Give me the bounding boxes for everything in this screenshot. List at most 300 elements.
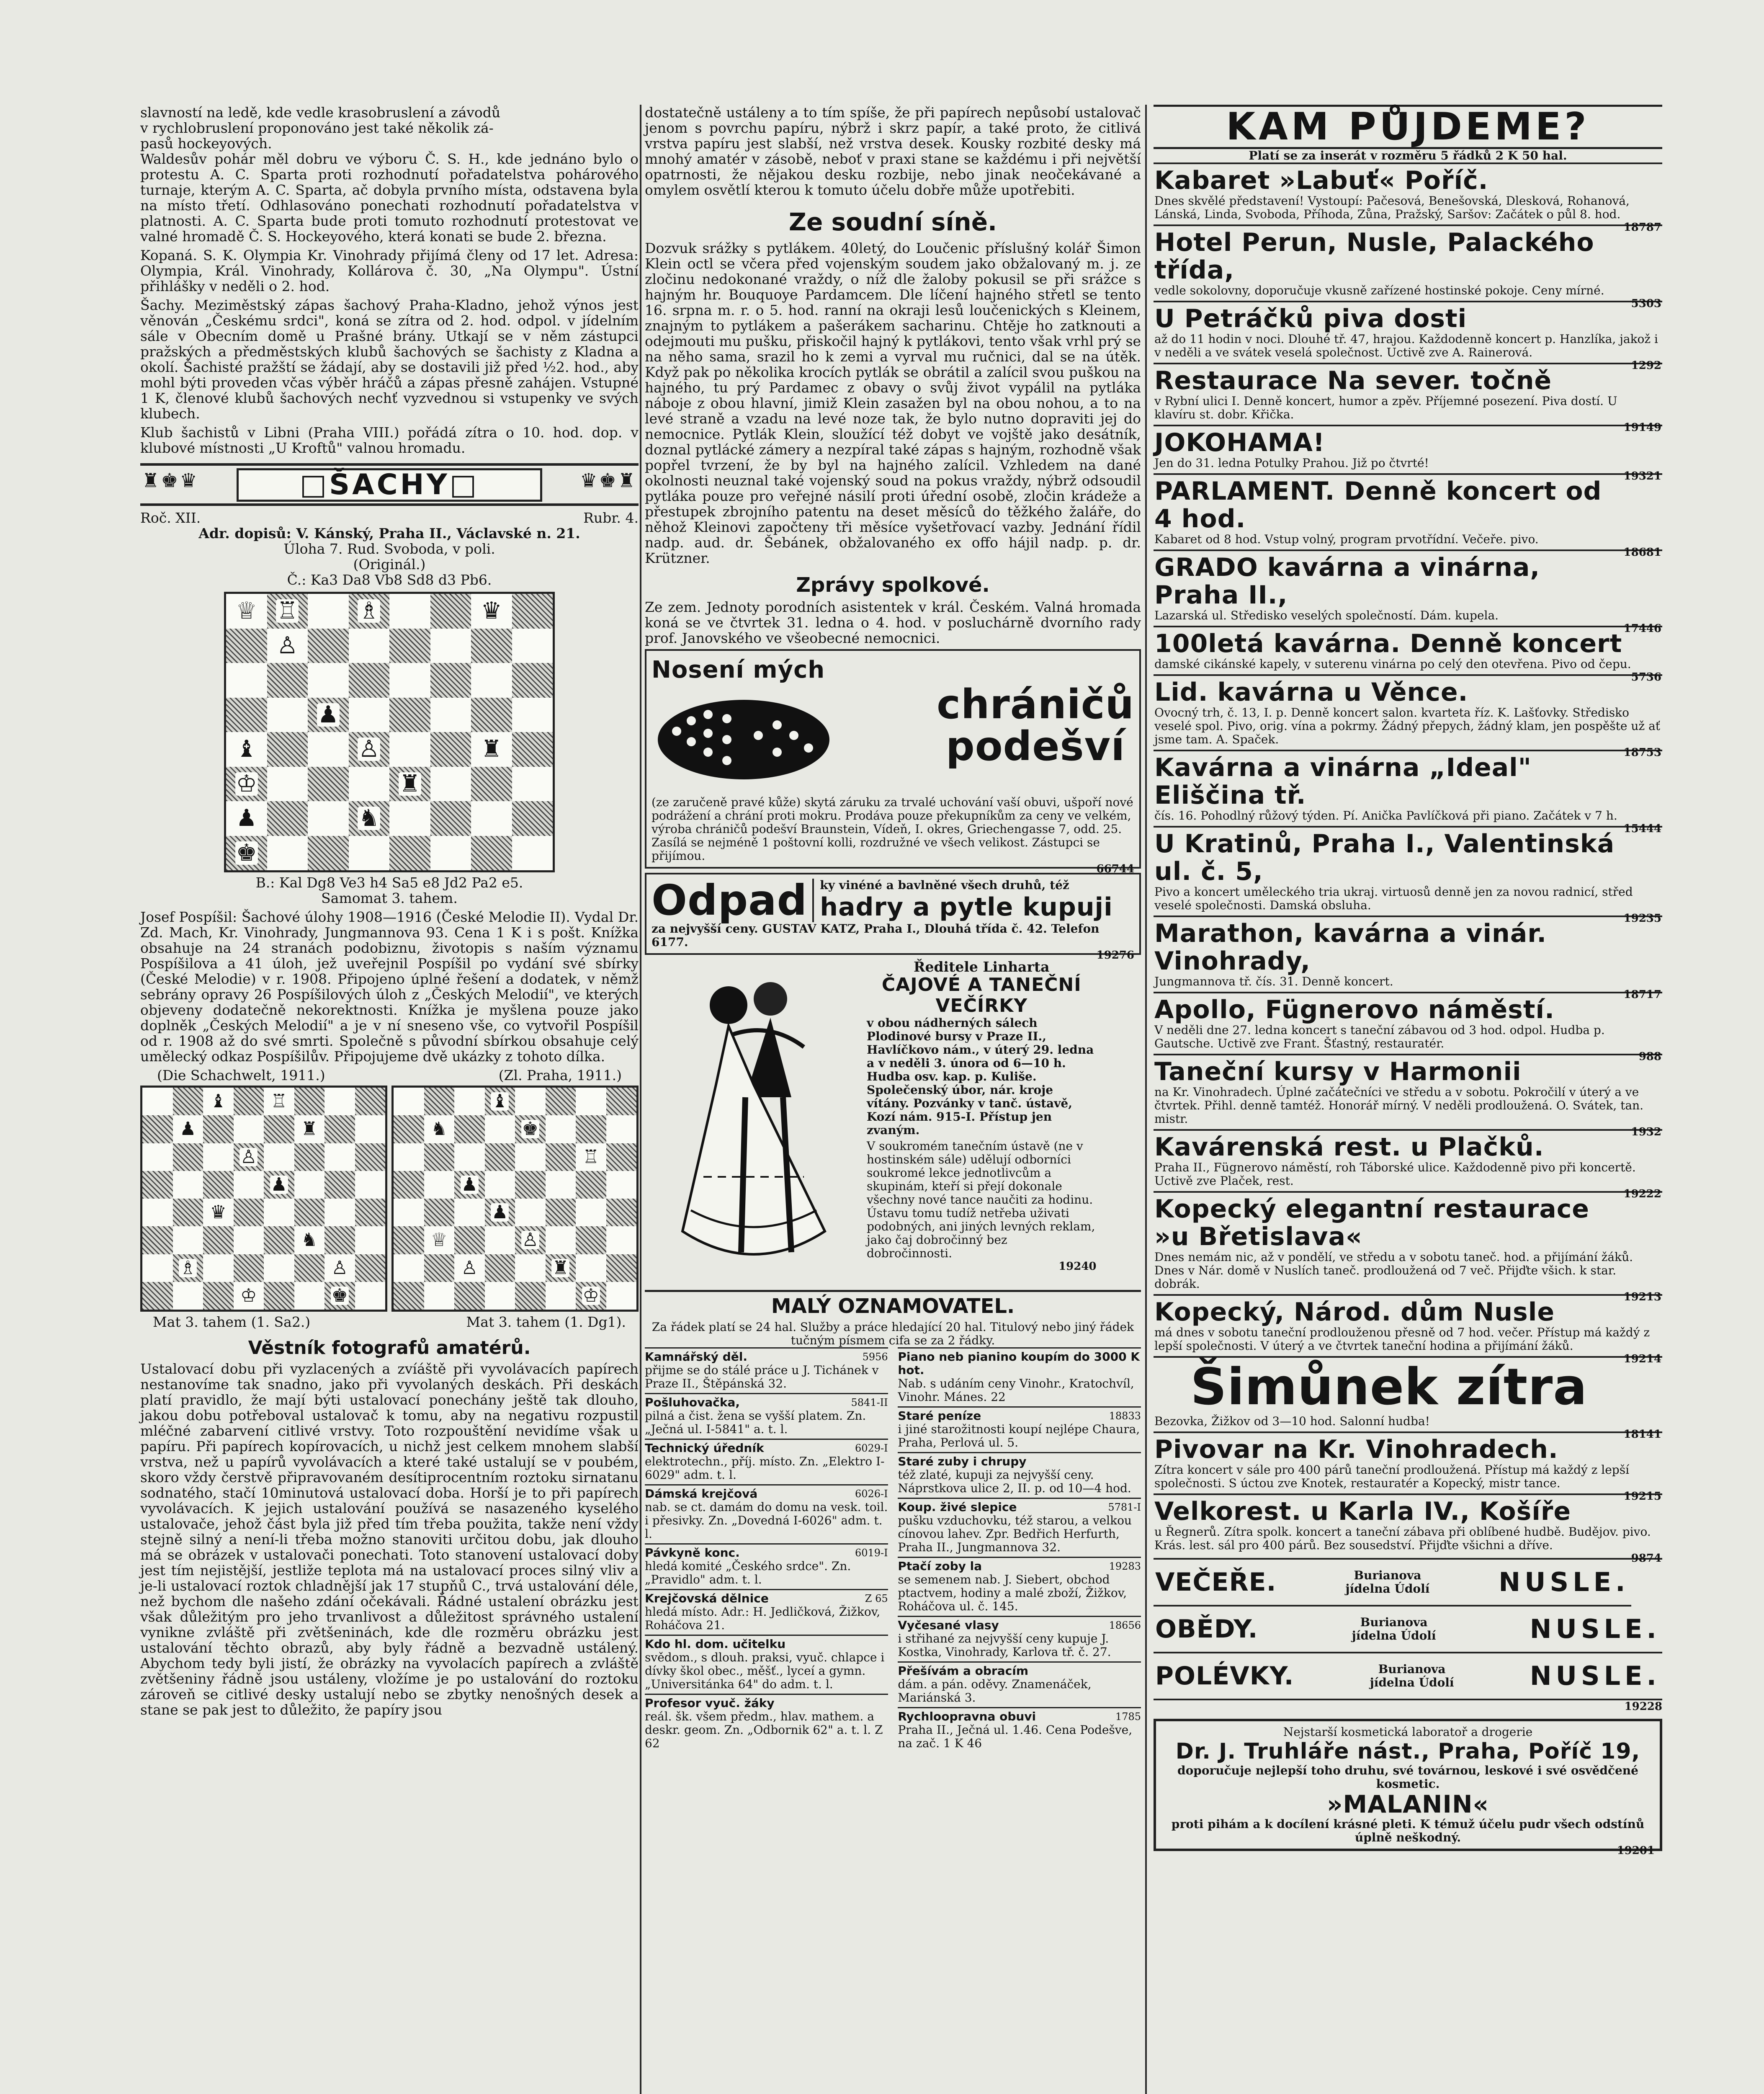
- chess-square: [294, 1254, 325, 1282]
- small-boards-sources: [140, 1068, 639, 1083]
- ad-body: Pivo a koncert uměleckého tria ukraj. virtuosů denně jen za novou radnicí, střed veselé společnosti. Damská obsluha.: [1154, 885, 1633, 912]
- problem-stipulation: Samomat 3. tahem.: [321, 890, 458, 906]
- chess-square: [394, 1115, 424, 1143]
- ad-body: za nejvyšší ceny. GUSTAV KATZ, Praha I., Dlouhá třída č. 42. Telefon 6177.: [652, 922, 1100, 949]
- burian-word: VEČEŘE.: [1155, 1568, 1277, 1597]
- chess-square: [512, 801, 553, 836]
- chess-square: [430, 801, 471, 836]
- ad-title: Kavárna a vinárna „Ideal" Eliščina tř.: [1154, 753, 1532, 810]
- text-line: slavností na ledě, kde vedle krasobruslení a závodů: [140, 104, 501, 121]
- entertainment-ad: [1154, 363, 1662, 434]
- chess-square: [234, 1143, 264, 1171]
- chess-square: [389, 767, 430, 802]
- ad-body: Lazarská ul. Středisko veselých společností. Dám. kupela.: [1154, 609, 1499, 622]
- classified-item: [645, 1635, 888, 1694]
- chess-square: [324, 1254, 355, 1282]
- chess-square: [606, 1171, 637, 1199]
- chess-square: [512, 732, 553, 767]
- small-boards-row: [140, 1086, 639, 1312]
- chess-square: [512, 594, 553, 629]
- chess-square: [324, 1088, 355, 1115]
- entertainment-ad: [1154, 301, 1662, 372]
- ad-body: Bezovka, Žižkov od 3—10 hod. Salonní hudba!: [1154, 1414, 1430, 1428]
- chess-square: [546, 1226, 576, 1254]
- chess-square: [264, 1115, 294, 1143]
- chess-square: [142, 1199, 173, 1226]
- ad-body: Zítra koncert v sále pro 400 párů taneční prodloužená. Přístup má každý z lepší společnosti. S úctou zve Knotek, restauratér a Kopecký, mistr tance.: [1154, 1463, 1630, 1490]
- classified-item: [645, 1543, 888, 1589]
- ad-headline: ČAJOVÉ A TANEČNÍ: [881, 974, 1082, 995]
- ad-number: 19201: [1617, 1844, 1655, 1857]
- burian-row: [1154, 1653, 1662, 1700]
- classified-number: 6029-I: [855, 1442, 888, 1454]
- chess-piece-icon: ♙: [240, 1146, 257, 1168]
- classified-item: [898, 1452, 1141, 1498]
- ad-number: 5303: [1631, 297, 1661, 310]
- chess-square: [389, 629, 430, 663]
- chess-piece-icon: ♕: [236, 597, 257, 625]
- chess-piece-icon: ♔: [236, 770, 257, 797]
- chess-square: [294, 1143, 325, 1171]
- chess-square: [430, 663, 471, 698]
- chess-square: [173, 1088, 203, 1115]
- entertainment-ad: [1154, 1129, 1662, 1200]
- chess-square: [324, 1143, 355, 1171]
- column-left: [140, 105, 639, 2094]
- board-caption: Mat 3. tahem (1. Dg1).: [466, 1314, 626, 1330]
- chess-square: [355, 1171, 386, 1199]
- burian-sub: Burianova jídelna Údolí: [1352, 1615, 1436, 1643]
- burian-sub: Burianova jídelna Údolí: [1370, 1662, 1454, 1689]
- chess-square: [546, 1254, 576, 1282]
- kam-pujdeme-title: KAM PŮJDEME?: [1154, 105, 1662, 149]
- classified-item: [898, 1707, 1141, 1753]
- chess-square: [454, 1282, 485, 1310]
- entertainment-ad: [1154, 425, 1662, 482]
- newspaper-page: [109, 105, 1666, 2094]
- ad-number: 66744: [1096, 863, 1134, 875]
- ad-brand: »MALANIN«: [1326, 1790, 1489, 1818]
- burian-word: POLÉVKY.: [1155, 1661, 1294, 1691]
- chess-square: [203, 1115, 234, 1143]
- chess-rubric-row: [140, 510, 639, 526]
- classified-title: Piano neb pianino koupím do 3000 K hot.: [898, 1350, 1140, 1377]
- chess-piece-icon: ♟: [461, 1173, 478, 1195]
- ad-body: v Rybní ulici I. Denně koncert, humor a zpěv. Příjemné posezení. Piva dostí. U klavíru st. dobr. Křička.: [1154, 394, 1617, 421]
- chess-square: [389, 836, 430, 871]
- chess-square: [454, 1226, 485, 1254]
- chess-square: [485, 1171, 515, 1199]
- chess-square: [308, 629, 349, 663]
- chess-pieces-icon: ♛♚♜: [580, 469, 637, 492]
- classified-body: hledá komité „Českého srdce". Zn. „Pravidlo" adm. t. l.: [645, 1559, 851, 1586]
- chess-square: [454, 1171, 485, 1199]
- classified-item: [645, 1439, 888, 1484]
- ad-line: Ředitele Linharta: [914, 959, 1050, 975]
- ad-title: 100letá kavárna. Denně koncert: [1154, 629, 1622, 658]
- chess-square: [226, 629, 267, 663]
- chess-square: [294, 1088, 325, 1115]
- chess-square: [355, 1115, 386, 1143]
- small-boards-captions: [140, 1314, 639, 1330]
- volume-label: Roč. XII.: [140, 510, 201, 526]
- chess-square: [173, 1254, 203, 1282]
- ad-title: Apollo, Fügnerovo náměstí.: [1154, 995, 1555, 1024]
- classified-body: Praha II., Ječná ul. 1.46. Cena Podešve, na zač. 1 K 46: [898, 1723, 1133, 1750]
- classified-body: i jiné starožitnosti koupí nejlépe Chaura, Praha, Perlová ul. 5.: [898, 1422, 1140, 1449]
- chess-square: [606, 1143, 637, 1171]
- classified-title: Profesor vyuč. žáky: [645, 1696, 775, 1710]
- classified-body: pušku vzduchovku, též starou, a velkou cínovou lahev. Zpr. Bedřich Herfurth, Praha II., Jungmannova 32.: [898, 1514, 1132, 1554]
- chess-square: [430, 836, 471, 871]
- chess-section-header: [140, 463, 639, 506]
- ad-line: ky vinéné a bavlněné všech druhů, též: [820, 878, 1069, 892]
- chess-square: [142, 1254, 173, 1282]
- chess-piece-icon: ♝: [210, 1091, 227, 1112]
- chess-square: [394, 1171, 424, 1199]
- chess-square: [576, 1254, 606, 1282]
- chess-piece-icon: ♔: [582, 1284, 599, 1306]
- chess-square: [576, 1199, 606, 1226]
- chess-piece-icon: ♙: [358, 735, 380, 763]
- ad-number: 19235: [1623, 912, 1661, 925]
- chess-piece-icon: ♚: [236, 839, 257, 866]
- classified-item: [645, 1589, 888, 1635]
- ad-headline: Dr. J. Truhláře nást., Praha, Poříč 19,: [1175, 1739, 1640, 1764]
- chess-square: [142, 1171, 173, 1199]
- classified-item: [898, 1498, 1141, 1557]
- shoe-protector-ad: [645, 649, 1141, 875]
- chess-square: [430, 767, 471, 802]
- burian-word: OBĚDY.: [1155, 1614, 1258, 1644]
- chess-square: [267, 698, 308, 732]
- chess-square: [355, 1143, 386, 1171]
- drugstore-ad: [1154, 1719, 1662, 1857]
- source-label: (Die Schachwelt, 1911.): [157, 1067, 325, 1083]
- waldes-paragraph: Waldesův pohár měl dobru ve výboru Č. S. H., kde jednáno bylo o protestu A. C. Sparta proti rozhodnutí pořadatelstva pohárového turnaje, kterým A. C. Sparta, ač dobyla prvního místa, odstavena byla na místo třetí. Odhlasováno ponechati rozhodnutí pořadatelstva v platnosti. A. C. Sparta bude proti tomuto rozhodnutí protestovat ve valné hromadě Č. S. Hockeyového, která konati se bude 2. března.: [140, 151, 639, 245]
- ad-number: 19222: [1623, 1188, 1661, 1200]
- chess-piece-icon: ♝: [236, 735, 257, 763]
- classifieds-right: [898, 1347, 1141, 1753]
- ad-number: 18787: [1623, 221, 1661, 234]
- classified-title: Rychloopravna obuvi: [898, 1710, 1036, 1723]
- chess-square: [606, 1199, 637, 1226]
- chess-square: [515, 1282, 546, 1310]
- ad-number: 988: [1638, 1050, 1661, 1063]
- chess-square: [308, 732, 349, 767]
- chess-square: [576, 1226, 606, 1254]
- ad-body: V neděli dne 27. ledna koncert s taneční zábavou od 3 hod. odpol. Hudba p. Gautsche. Uctivě zve Frant. Šťastný, restauratér.: [1154, 1023, 1605, 1050]
- chess-piece-icon: ♕: [431, 1229, 448, 1251]
- chess-square: [424, 1088, 455, 1115]
- chess-piece-icon: ♜: [301, 1118, 318, 1140]
- chess-piece-icon: ♖: [277, 597, 298, 625]
- chess-square: [424, 1143, 455, 1171]
- ad-number: 19240: [1058, 1260, 1097, 1273]
- chess-square: [355, 1088, 386, 1115]
- kopana-paragraph: Kopaná. S. K. Olympia Kr. Vinohrady přijímá členy od 17 let. Adresa: Olympia, Král. Vinohrady, Kollárova č. 30, „Na Olympu". Ústní přihlášky v neděli o 2. hod.: [140, 247, 639, 294]
- burian-sub: Burianova jídelna Údolí: [1345, 1568, 1430, 1596]
- chess-square: [226, 836, 267, 871]
- classified-body: se semenem nab. J. Siebert, obchod ptactvem, hodiny a malé zboží, Žižkov, Roháčova ul. č. 145.: [898, 1573, 1127, 1613]
- chess-square: [424, 1199, 455, 1226]
- chess-board-left: [140, 1086, 387, 1312]
- chess-square: [267, 594, 308, 629]
- entertainment-ad: [1154, 162, 1662, 234]
- chess-piece-icon: ♔: [240, 1284, 257, 1306]
- chess-square: [515, 1115, 546, 1143]
- chess-piece-icon: ♟: [317, 701, 339, 728]
- text-line: v rychlobruslení proponováno jest také několik zá-: [140, 120, 494, 136]
- photo-heading: Věstník fotografů amatérů.: [248, 1337, 531, 1359]
- chess-square: [173, 1143, 203, 1171]
- ad-body: vedle sokolovny, doporučuje vkusně zařízené hostinské pokoje. Ceny mírné.: [1154, 284, 1604, 297]
- chess-square: [267, 629, 308, 663]
- ad-line: Nosení mých: [652, 656, 825, 683]
- classifieds-columns: [645, 1347, 1141, 1753]
- chess-piece-icon: ♙: [461, 1257, 478, 1279]
- chess-square: [471, 594, 512, 629]
- ad-title: U Kratinů, Praha I., Valentinská ul. č. 5,: [1154, 829, 1615, 886]
- chess-square: [515, 1088, 546, 1115]
- classified-body: reál. šk. všem předm., hlav. mathem. a deskr. geom. Zn. „Odbornik 62" a. t. l. Z 62: [645, 1710, 883, 1750]
- chess-square: [294, 1282, 325, 1310]
- entertainment-ad: [1154, 1431, 1662, 1503]
- chess-square: [173, 1282, 203, 1310]
- chess-square: [485, 1143, 515, 1171]
- chess-piece-icon: ♟: [236, 805, 257, 832]
- chess-square: [308, 698, 349, 732]
- chess-square: [355, 1254, 386, 1282]
- classified-title: Pošluhovačka,: [645, 1395, 740, 1409]
- chess-square: [512, 767, 553, 802]
- chess-square: [226, 801, 267, 836]
- court-paragraph: Dozvuk srážky s pytlákem. 40letý, do Loučenic příslušný kolář Šimon Klein octl se včera před vojenským soudem jako obžalovaný m. j. ze zločinu nedokonané vraždy, o níž dle žaloby pokusil se při srážce s hajným hr. Bouquoye Pardamcem. Dle líčení hajného střetl se tento 16. srpna m. r. o 5. hod. ranní na okraji lesů loučenických s Kleinem, znajným to pytlákem a pašerákem sacharinu. Chtěje ho zatknouti a odejmouti mu pušku, přiskočil hajný k pytlákovi, tento však vrhl prý se na něho sama, srazil ho k zemi a vyrval mu ručnici, dal se na útěk. Když pak po několika krocích pytlák se obrátil a zalícil svou puškou na hajného, tu prý Pardamec z obavy o svůj život vypálil na pytláka náboje z obou hlavní, jimiž Klein zasažen byl na obou nohou, a to na levé straně a vzadu na levé noze tak, že bylo nutno dopraviti jej do nemocnice. Pytlák Klein, sloužící též dobyt ve vojště jako desátník, doznal pytlácké zámery a nezpíral také zápas s hajným, rozhodně však popřel tvrzení, že by byl na hajného zalícil. Vzhledem na dané okolnosti neuznal také vojenský soud na pokus vraždy, nýbrž odsoudil pytláka pouze pro veřejné násilí proti úřední osobě, zločin krádeže a přestupek zbrojního patentu na deset měsíců do těžkého žaláře, do něhož Kleinovi započteny tři měsíce vyšetřovací vazby. Jednání řídil nadp. aud. dr. Šebánek, obžalovaného ex offo hájil nadp. p. dr. Krützner.: [645, 240, 1141, 566]
- chess-square: [226, 767, 267, 802]
- chess-square: [606, 1254, 637, 1282]
- chess-square: [308, 767, 349, 802]
- chess-square: [546, 1088, 576, 1115]
- classified-item: [898, 1661, 1141, 1707]
- classified-item: [645, 1694, 888, 1753]
- chess-square: [546, 1115, 576, 1143]
- classified-body: též zlaté, kupuji za nejvyšší ceny. Náprstkova ulice 2, II. p. od 10—4 hod.: [898, 1468, 1131, 1495]
- entertainment-ad: [1154, 473, 1662, 559]
- chess-piece-icon: ♜: [552, 1257, 569, 1279]
- classified-number: 6019-I: [855, 1547, 888, 1559]
- chess-square: [267, 663, 308, 698]
- classified-number: 6026-I: [855, 1488, 888, 1500]
- classified-title: Staré zuby i chrupy: [898, 1454, 1027, 1468]
- odpad-ad: [645, 873, 1141, 962]
- chess-square: [471, 801, 512, 836]
- chess-piece-icon: ♛: [210, 1202, 227, 1223]
- chess-piece-icon: ♞: [301, 1229, 318, 1251]
- chess-square: [394, 1088, 424, 1115]
- ad-number: 9874: [1631, 1552, 1661, 1565]
- chess-square: [226, 594, 267, 629]
- chess-square: [471, 663, 512, 698]
- classified-number: 1785: [1115, 1711, 1141, 1723]
- chess-square: [515, 1226, 546, 1254]
- ad-title: Kabaret »Labuť« Poříč.: [1154, 166, 1488, 195]
- chess-title: □ŠACHY□: [237, 468, 542, 502]
- classified-title: Přešívám a obracím: [898, 1664, 1029, 1678]
- burian-place: NUSLE.: [1499, 1567, 1630, 1597]
- chess-square: [424, 1254, 455, 1282]
- burian-place: NUSLE.: [1530, 1661, 1661, 1691]
- ad-body: v obou nádherných sálech Plodinové bursy v Praze II., Havlíčkovo nám., v úterý 29. ledna a v neděli 3. února od 6—10 h. Hudba osv. kap. p. Kuliše. Společenský úbor, nár. kroje vítány. Pozvánky v tanč. ústavě, Kozí nám. 915-I. Přístup jen zvaným.: [867, 1016, 1094, 1137]
- chess-square: [424, 1282, 455, 1310]
- entertainment-ad: [1154, 1054, 1662, 1138]
- chess-square: [264, 1143, 294, 1171]
- chess-square: [606, 1088, 637, 1115]
- ad-title: Kavárenská rest. u Plačků.: [1154, 1132, 1544, 1162]
- chess-square: [576, 1115, 606, 1143]
- ad-title: U Petráčků piva dosti: [1154, 304, 1467, 333]
- classified-number: 5956: [862, 1351, 888, 1363]
- classified-body: dám. a pán. oděvy. Znamenáček, Mariánská 3.: [898, 1677, 1092, 1705]
- classified-body: nab. se ct. damám do domu na vesk. toil. i přesivky. Zn. „Dovedná I-6026" adm. t. l.: [645, 1500, 888, 1541]
- chess-square: [294, 1171, 325, 1199]
- chess-square: [349, 767, 390, 802]
- intro-text: [140, 105, 639, 151]
- entertainment-ad: [1154, 224, 1662, 310]
- chess-square: [424, 1226, 455, 1254]
- chess-square: [264, 1171, 294, 1199]
- entertainment-ad: [1154, 1493, 1662, 1565]
- classified-body: svědom., s dlouh. praksi, vyuč. chlapce i dívky škol obec., měšť., lyceí a gymn. „Universitánka 64" do adm. t. l.: [645, 1650, 885, 1691]
- classified-title: Staré peníze: [898, 1409, 981, 1423]
- ad-body: proti pihám a k docílení krásné pleti. K témuž účelu pudr všech odstínů úplně neškodný.: [1171, 1817, 1645, 1844]
- chess-square: [471, 732, 512, 767]
- classified-body: přijme se do stálé práce u J. Tichánek v Praze II., Štěpánská 32.: [645, 1363, 879, 1390]
- chess-square: [234, 1088, 264, 1115]
- dancing-couple-icon: [645, 959, 863, 1286]
- court-heading: Ze soudní síně.: [788, 208, 997, 236]
- classified-item: [645, 1347, 888, 1393]
- chess-square: [454, 1143, 485, 1171]
- chess-square: [324, 1199, 355, 1226]
- chess-square: [324, 1226, 355, 1254]
- ad-title: Taneční kursy v Harmonii: [1154, 1057, 1522, 1086]
- ad-body: Ovocný trh, č. 13, I. p. Denně koncert salon. kvarteta říz. K. Lašťovky. Středisko veselé spol. Pivo, orig. vína a pokrmy. Žádný přepych, žádný klam, jen pospěšte už ať jsme tam. A. Spaček.: [1154, 706, 1661, 746]
- chess-square: [349, 663, 390, 698]
- ad-number: 1292: [1631, 359, 1661, 372]
- ad-number: 19149: [1623, 421, 1661, 434]
- classified-number: Z 65: [865, 1593, 888, 1604]
- ad-title: JOKOHAMA!: [1154, 428, 1325, 457]
- ad-body: Dnes nemám nic, až v pondělí, ve středu a v sobotu taneč. hod. a přijímání žáků. Dnes v Nár. domě v Nuslích taneč. prodloužená od 7 več. Přijďte všich. k star. dobrák.: [1154, 1250, 1633, 1291]
- spolkove-heading: Zprávy spolkové.: [796, 573, 990, 597]
- chess-square: [234, 1199, 264, 1226]
- chess-square: [430, 698, 471, 732]
- classified-title: Vyčesané vlasy: [898, 1618, 999, 1632]
- chess-square: [203, 1254, 234, 1282]
- chess-square: [324, 1282, 355, 1310]
- chess-square: [454, 1254, 485, 1282]
- ad-title: Marathon, kavárna a vinár. Vinohrady,: [1154, 919, 1547, 976]
- chess-square: [355, 1199, 386, 1226]
- chess-square: [267, 767, 308, 802]
- chess-square: [485, 1088, 515, 1115]
- ad-number: 18141: [1623, 1428, 1661, 1441]
- chess-piece-icon: ♗: [180, 1257, 196, 1279]
- classified-body: Nab. s udáním ceny Vinohr., Kratochvíl, Vinohr. Mánes. 22: [898, 1377, 1134, 1404]
- chess-square: [142, 1143, 173, 1171]
- chess-piece-icon: ♖: [270, 1091, 287, 1112]
- chess-square: [234, 1226, 264, 1254]
- ad-body: V soukromém tanečním ústavě (ne v hostinském sále) udělují odborníci soukromé lekce jednotlivcům a skupinám, kteří si přejí dokonale všechny nové tance naučiti za hodinu. Ústavu tomu tudíž netřeba uživati podobných, ani jiných levných reklam, jako čaj dobročinný bez dobročinnosti.: [867, 1139, 1095, 1260]
- classified-title: Koup. živé slepice: [898, 1500, 1017, 1514]
- ad-number: 19321: [1623, 470, 1661, 482]
- chess-square: [430, 732, 471, 767]
- chess-square: [355, 1226, 386, 1254]
- chess-square: [349, 629, 390, 663]
- chess-square: [424, 1115, 455, 1143]
- chess-square: [203, 1143, 234, 1171]
- chess-square: [606, 1226, 637, 1254]
- chess-piece-icon: ♜: [399, 770, 420, 797]
- chess-square: [394, 1254, 424, 1282]
- chess-square: [515, 1254, 546, 1282]
- entertainment-ad: [1154, 750, 1662, 835]
- classified-item: [898, 1406, 1141, 1452]
- ad-body: doporučuje nejlepší toho druhu, své továrnou, leskové i své osvědčené kosmetic.: [1177, 1764, 1638, 1791]
- burian-row: [1154, 1560, 1631, 1607]
- ad-word: Odpad: [652, 879, 814, 922]
- chess-square: [203, 1171, 234, 1199]
- chess-square: [430, 629, 471, 663]
- ad-title: Lid. kavárna u Věnce.: [1154, 678, 1468, 707]
- burian-ads: [1154, 1558, 1662, 1700]
- chess-square: [294, 1226, 325, 1254]
- chess-square: [308, 801, 349, 836]
- chess-square: [485, 1226, 515, 1254]
- chess-square: [267, 732, 308, 767]
- chess-piece-icon: ♙: [522, 1229, 538, 1251]
- column-rule: [640, 105, 641, 2094]
- ad-number: 18681: [1623, 546, 1661, 559]
- chess-board-right: [391, 1086, 639, 1312]
- classified-body: pilná a čist. žena se vyšší platem. Zn. „Ječná ul. I-5841" a. t. l.: [645, 1409, 866, 1436]
- chess-square: [471, 698, 512, 732]
- chess-square: [173, 1171, 203, 1199]
- chess-square: [454, 1199, 485, 1226]
- text-line: pasů hockeyových.: [140, 135, 272, 152]
- chess-piece-icon: ♞: [358, 805, 380, 832]
- chess-square: [512, 698, 553, 732]
- ad-word: podešví: [946, 723, 1125, 770]
- chess-square: [267, 836, 308, 871]
- chess-square: [394, 1226, 424, 1254]
- chess-piece-icon: ♟: [180, 1118, 196, 1140]
- classified-item: [898, 1557, 1141, 1616]
- ad-body: damské cikánské kapely, v suterenu vinárna po celý den otevřena. Pivo od čepu.: [1154, 657, 1631, 671]
- chess-square: [349, 732, 390, 767]
- chess-square: [454, 1088, 485, 1115]
- chess-square: [576, 1088, 606, 1115]
- classified-body: i střihané za nejvyšší ceny kupuje J. Kostka, Vinohrady, Karlova tř. č. 27.: [898, 1632, 1111, 1659]
- classifieds-left: [645, 1347, 888, 1753]
- ad-number: 19228: [1624, 1700, 1662, 1713]
- ad-number: 17446: [1623, 622, 1661, 635]
- classified-number: 18656: [1109, 1619, 1141, 1631]
- chess-square: [264, 1226, 294, 1254]
- chess-square: [267, 801, 308, 836]
- chess-square: [512, 836, 553, 871]
- ad-title: Kopecký elegantní restaurace »u Břetislava«: [1154, 1194, 1589, 1251]
